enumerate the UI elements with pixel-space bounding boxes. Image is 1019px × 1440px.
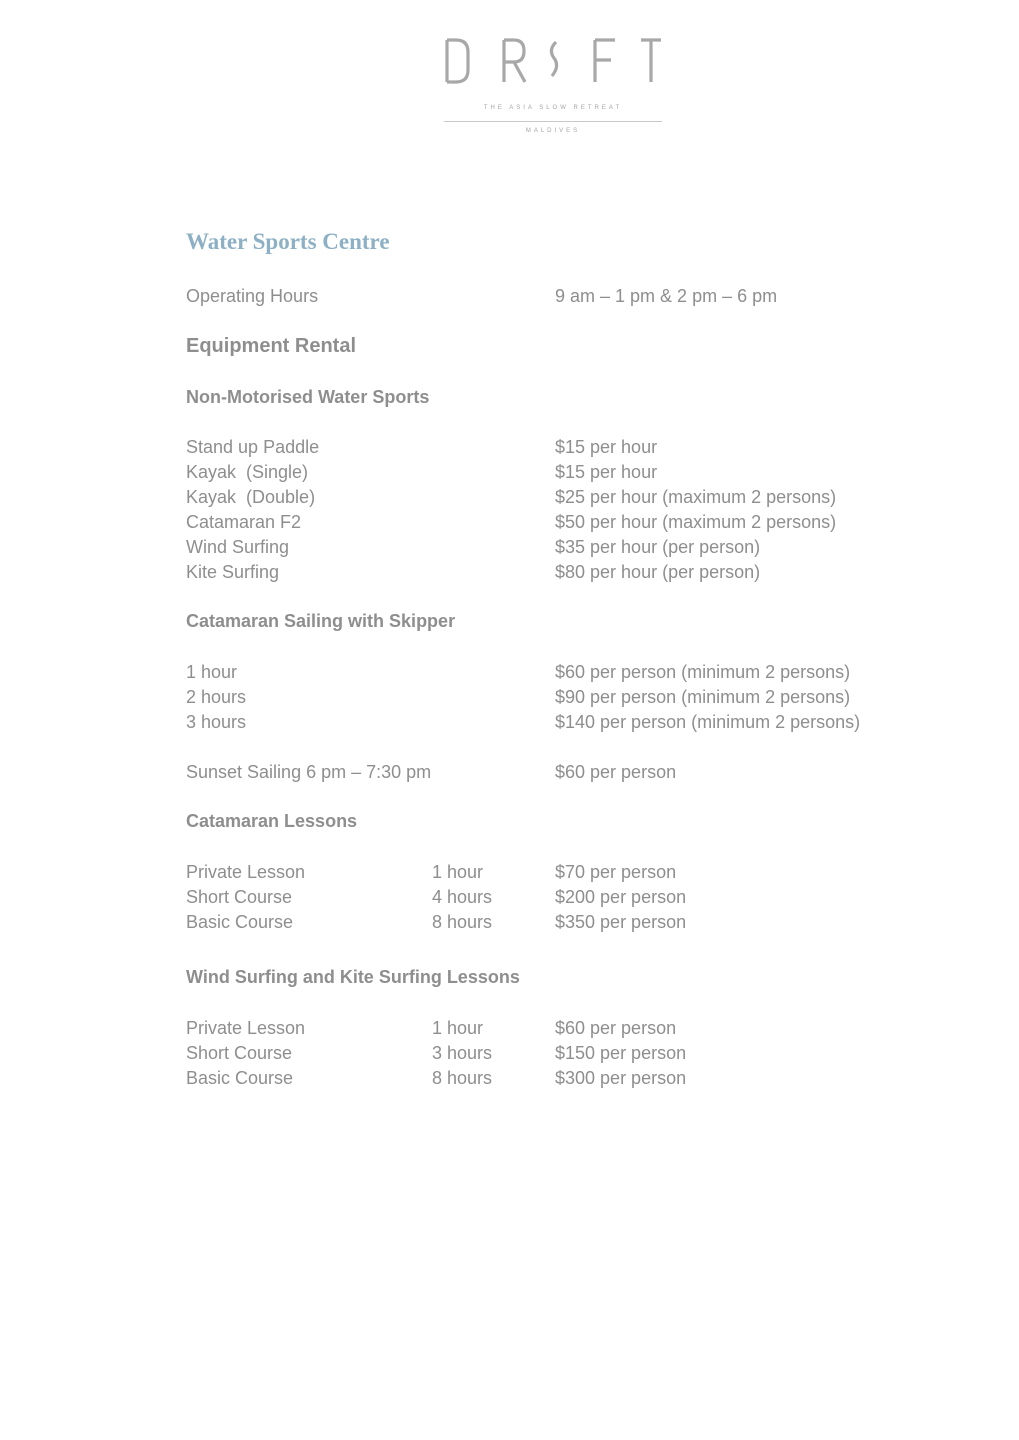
catamaran-lessons-heading: Catamaran Lessons (186, 811, 358, 831)
item-price: $15 per hour (555, 437, 658, 457)
lesson-duration: 1 hour (432, 1018, 484, 1038)
catamaran-skipper-heading: Catamaran Sailing with Skipper (186, 611, 456, 631)
item-name: Sunset Sailing 6 pm – 7:30 pm (186, 762, 432, 782)
item-name: Catamaran F2 (186, 512, 302, 532)
drift-wordmark-icon (444, 36, 662, 86)
lesson-price: $60 per person (555, 1018, 677, 1038)
logo-divider (444, 121, 662, 122)
lesson-price: $150 per person (555, 1043, 687, 1063)
item-name: Kayak (Single) (186, 462, 309, 482)
operating-hours-label: Operating Hours (186, 286, 319, 306)
item-name: Stand up Paddle (186, 437, 320, 457)
item-price: $35 per hour (per person) (555, 537, 761, 557)
item-price: $50 per hour (maximum 2 persons) (555, 512, 837, 532)
item-price: $90 per person (minimum 2 persons) (555, 687, 851, 707)
item-price: $140 per person (minimum 2 persons) (555, 712, 861, 732)
lesson-duration: 1 hour (432, 862, 484, 882)
equipment-rental-heading: Equipment Rental (186, 335, 357, 357)
item-name: 1 hour (186, 662, 238, 682)
lesson-price: $350 per person (555, 912, 687, 932)
lesson-price: $300 per person (555, 1068, 687, 1088)
lesson-name: Short Course (186, 887, 293, 907)
surf-lessons-heading: Wind Surfing and Kite Surfing Lessons (186, 967, 520, 987)
lesson-name: Basic Course (186, 1068, 294, 1088)
lesson-duration: 3 hours (432, 1043, 493, 1063)
item-name: Wind Surfing (186, 537, 290, 557)
lesson-name: Private Lesson (186, 1018, 306, 1038)
lesson-duration: 8 hours (432, 912, 493, 932)
brand-logo (444, 36, 662, 136)
lesson-price: $200 per person (555, 887, 687, 907)
lesson-price: $70 per person (555, 862, 677, 882)
item-price: $80 per hour (per person) (555, 562, 761, 582)
lesson-duration: 8 hours (432, 1068, 493, 1088)
logo-location: MALDIVES (525, 128, 581, 134)
lesson-name: Basic Course (186, 912, 294, 932)
item-price: $25 per hour (maximum 2 persons) (555, 487, 837, 507)
non-motorised-heading: Non-Motorised Water Sports (186, 387, 430, 407)
logo-tagline: THE ASIA SLOW RETREAT (483, 105, 623, 111)
item-name: Kayak (Double) (186, 487, 316, 507)
item-name: 3 hours (186, 712, 247, 732)
lesson-duration: 4 hours (432, 887, 493, 907)
lesson-name: Short Course (186, 1043, 293, 1063)
item-name: 2 hours (186, 687, 247, 707)
item-price: $60 per person (555, 762, 677, 782)
item-price: $15 per hour (555, 462, 658, 482)
lesson-name: Private Lesson (186, 862, 306, 882)
operating-hours-value: 9 am – 1 pm & 2 pm – 6 pm (555, 286, 778, 306)
item-name: Kite Surfing (186, 562, 280, 582)
page-title: Water Sports Centre (186, 229, 390, 254)
item-price: $60 per person (minimum 2 persons) (555, 662, 851, 682)
